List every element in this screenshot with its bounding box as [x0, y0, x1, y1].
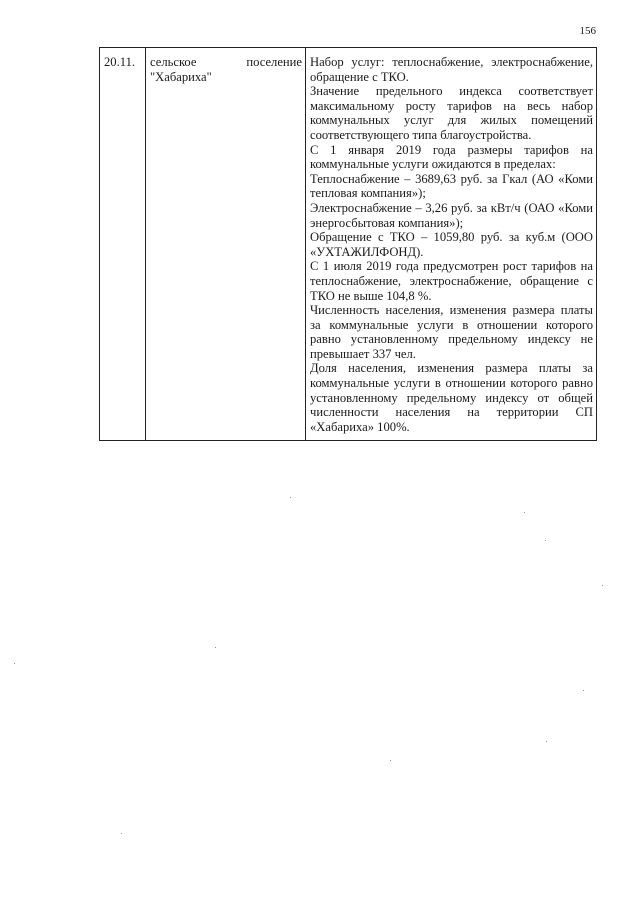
- row-number: 20.11.: [104, 55, 136, 69]
- settlement-type-word1: сельское: [150, 55, 197, 69]
- paragraph-heat-tariff: Теплоснабжение – 3689,63 руб. за Гкал (АО «Коми тепловая компания»);: [310, 171, 593, 201]
- paragraph-waste-tariff: Обращение с ТКО – 1059,80 руб. за куб.м (ООО «УХТАЖИЛФОНД).: [310, 230, 593, 259]
- settlement-name-line1: [150, 55, 302, 70]
- paragraph-population-share: Доля населения, изменения размера платы за коммунальные услуги в отношении которого равно установленному предельному индексу от общей численности населения на территории СП «Хабариха» 100%.: [310, 361, 593, 434]
- settlement-name-cell: [146, 48, 306, 441]
- paragraph-population-count: Численность населения, изменения размера платы за коммунальные услуги в отношении которого равно установленному предельному индексу не превышает 337 чел.: [310, 303, 593, 361]
- scan-speck: [121, 833, 122, 834]
- scan-speck: [545, 540, 546, 541]
- row-number-cell: [100, 48, 146, 441]
- settlement-name: "Хабариха": [150, 69, 212, 84]
- scan-speck: [524, 512, 525, 513]
- paragraph-electricity-tariff: Электроснабжение – 3,26 руб. за кВт/ч (ОАО «Коми энергосбытовая компания»);: [310, 200, 593, 230]
- paragraph-tariffs-intro: С 1 января 2019 года размеры тарифов на коммунальные услуги ожидаются в пределах:: [310, 142, 593, 172]
- paragraph-services: Набор услуг: теплоснабжение, электроснабжение, обращение с ТКО.: [310, 55, 593, 84]
- paragraph-tariff-growth: С 1 июля 2019 года предусмотрен рост тарифов на теплоснабжение, электроснабжение, обращение с ТКО не выше 104,8 %.: [310, 259, 593, 303]
- paragraph-index-value: Значение предельного индекса соответствует максимальному росту тарифов на весь набор коммунальных услуг для жилых помещений соответствующего типа благоустройства.: [310, 84, 593, 142]
- settlement-type-word2: поселение: [246, 55, 302, 69]
- scan-speck: [390, 760, 391, 761]
- scan-speck: [290, 497, 291, 498]
- tariff-table: [99, 47, 597, 441]
- scan-speck: [546, 741, 547, 742]
- table-row: [100, 48, 597, 441]
- description-cell: [306, 48, 597, 441]
- scan-speck: [215, 647, 216, 648]
- page-number: 156: [579, 25, 596, 37]
- scan-speck: [583, 690, 584, 691]
- scan-speck: [14, 663, 15, 664]
- scan-speck: [602, 585, 603, 586]
